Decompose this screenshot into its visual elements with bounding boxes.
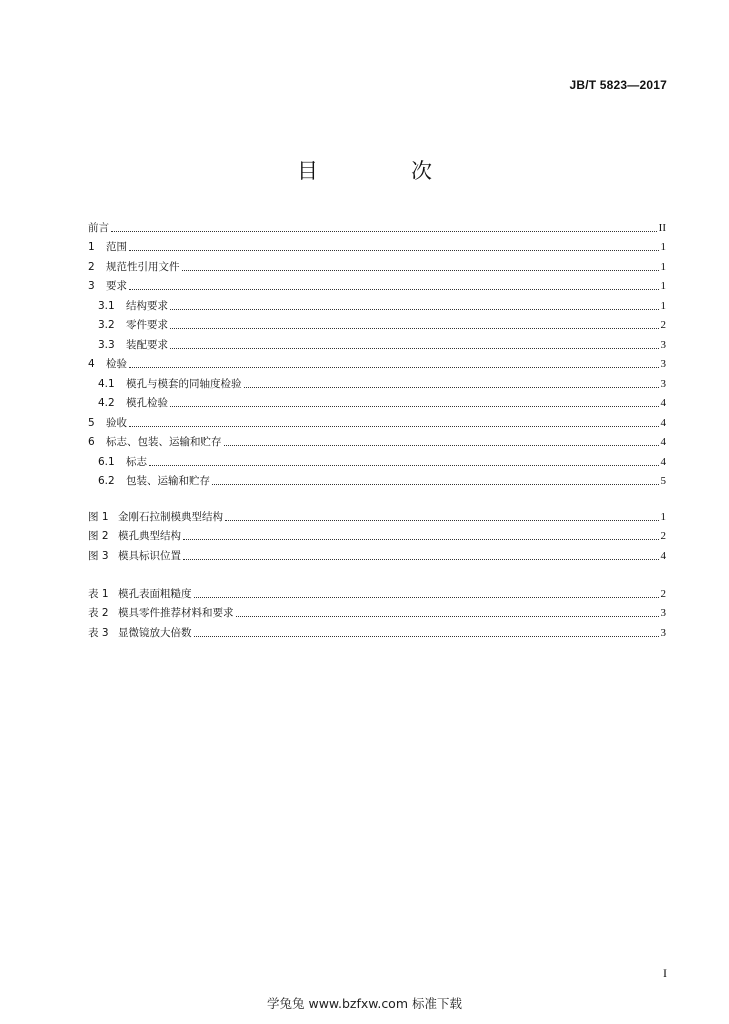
toc-entry[interactable] <box>88 351 666 371</box>
toc-entry[interactable] <box>88 253 666 273</box>
entry-page: 1 <box>660 280 666 292</box>
toc-entry[interactable] <box>88 370 666 390</box>
entry-number: 1 <box>88 241 95 253</box>
entry-page: 3 <box>660 377 666 390</box>
entry-title: 模孔典型结构 <box>118 530 181 542</box>
entry-page: 4 <box>660 397 666 409</box>
entry-page: 4 <box>660 549 666 562</box>
table-entry[interactable] <box>88 600 666 620</box>
toc-entry[interactable] <box>88 468 666 488</box>
entry-number: 6.2 <box>98 475 115 487</box>
entry-page: 2 <box>660 319 666 331</box>
figure-entry[interactable] <box>88 503 666 523</box>
toc-entry[interactable] <box>88 273 666 293</box>
entry-title: 装配要求 <box>126 338 168 351</box>
entry-page: 4 <box>660 416 666 429</box>
entry-page: 1 <box>660 510 666 523</box>
toc-entry[interactable] <box>88 390 666 410</box>
entry-number: 图 2 <box>88 530 109 542</box>
entry-number: 6.1 <box>98 455 115 468</box>
dot-leader <box>129 425 659 427</box>
dot-leader <box>129 249 659 251</box>
entry-title: 规范性引用文件 <box>106 260 180 273</box>
dot-leader <box>170 308 659 310</box>
entry-number: 表 1 <box>88 587 109 600</box>
entry-title: 显微镜放大倍数 <box>118 626 192 639</box>
entry-page: II <box>658 221 666 234</box>
toc-list <box>88 214 666 487</box>
table-entry[interactable] <box>88 580 666 600</box>
entry-number: 3.2 <box>98 319 115 331</box>
entry-page: 1 <box>660 299 666 312</box>
figure-entry[interactable] <box>88 523 666 543</box>
toc-entry[interactable] <box>88 409 666 429</box>
toc-entry[interactable] <box>88 312 666 332</box>
entry-number: 2 <box>88 260 95 273</box>
page-number: I <box>663 966 667 980</box>
entry-number: 6 <box>88 436 95 448</box>
dot-leader <box>225 519 659 521</box>
entry-number: 表 3 <box>88 626 109 639</box>
dot-leader <box>212 483 659 485</box>
entry-title: 模具零件推荐材料和要求 <box>118 607 234 619</box>
entry-title: 零件要求 <box>126 319 168 331</box>
entry-page: 1 <box>660 260 666 273</box>
entry-number: 3.1 <box>98 299 115 312</box>
dot-leader <box>182 269 659 271</box>
entry-page: 3 <box>660 358 666 370</box>
dot-leader <box>170 327 659 329</box>
entry-title: 模孔与模套的同轴度检验 <box>126 377 242 390</box>
entry-title: 金刚石拉制模典型结构 <box>118 510 223 523</box>
entry-number: 3.3 <box>98 338 115 351</box>
entry-number: 4 <box>88 358 95 370</box>
dot-leader <box>129 366 659 368</box>
toc-entry[interactable] <box>88 448 666 468</box>
entry-page: 4 <box>660 436 666 448</box>
entry-title: 包装、运输和贮存 <box>126 475 210 487</box>
entry-number: 4.2 <box>98 397 115 409</box>
entry-title: 前言 <box>88 221 109 234</box>
dot-leader <box>170 405 659 407</box>
figure-entry[interactable] <box>88 542 666 562</box>
figure-list <box>88 503 666 562</box>
entry-number: 5 <box>88 416 95 429</box>
dot-leader <box>194 635 659 637</box>
entry-number: 4.1 <box>98 377 115 390</box>
entry-page: 3 <box>660 626 666 639</box>
dot-leader <box>129 288 659 290</box>
entry-page: 4 <box>660 455 666 468</box>
entry-number: 3 <box>88 280 95 292</box>
entry-number: 图 1 <box>88 510 109 523</box>
dot-leader <box>224 444 659 446</box>
entry-title: 检验 <box>106 358 127 370</box>
toc-entry[interactable] <box>88 429 666 449</box>
dot-leader <box>183 558 659 560</box>
dot-leader <box>236 615 659 617</box>
entry-page: 2 <box>660 587 666 600</box>
toc-entry[interactable] <box>88 214 666 234</box>
dot-leader <box>170 347 659 349</box>
entry-title: 模孔表面粗糙度 <box>118 587 192 600</box>
standard-code: JB/T 5823—2017 <box>569 78 667 92</box>
toc-entry[interactable] <box>88 292 666 312</box>
page-title: 目 次 <box>297 159 468 183</box>
entry-title: 结构要求 <box>126 299 168 312</box>
entry-title: 标志 <box>126 455 147 468</box>
entry-number: 表 2 <box>88 607 109 619</box>
dot-leader <box>183 538 659 540</box>
entry-title: 要求 <box>106 280 127 292</box>
entry-title: 标志、包装、运输和贮存 <box>106 436 222 448</box>
table-entry[interactable] <box>88 619 666 639</box>
entry-title: 模具标识位置 <box>118 549 181 562</box>
entry-page: 3 <box>660 607 666 619</box>
dot-leader <box>111 230 657 232</box>
entry-title: 模孔检验 <box>126 397 168 409</box>
table-list <box>88 580 666 639</box>
entry-number: 图 3 <box>88 549 109 562</box>
entry-page: 3 <box>660 338 666 351</box>
entry-page: 1 <box>660 241 666 253</box>
toc-entry[interactable] <box>88 234 666 254</box>
toc-entry[interactable] <box>88 331 666 351</box>
entry-title: 验收 <box>106 416 127 429</box>
dot-leader <box>244 386 659 388</box>
watermark: 学兔兔 www.bzfxw.com 标准下载 <box>267 996 462 1011</box>
entry-page: 5 <box>660 475 666 487</box>
entry-page: 2 <box>660 530 666 542</box>
dot-leader <box>194 596 659 598</box>
dot-leader <box>149 464 659 466</box>
entry-title: 范围 <box>106 241 127 253</box>
